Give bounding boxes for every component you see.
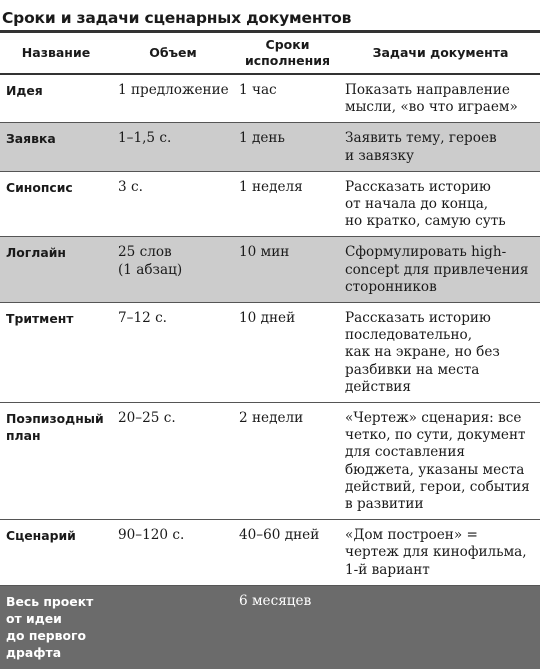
cell-name xyxy=(0,520,112,586)
table-row xyxy=(0,303,540,403)
cell-tasks xyxy=(341,585,540,669)
table-row xyxy=(0,403,540,520)
cell-name-line: Тритмент xyxy=(6,311,74,327)
cell-tasks-line: последовательно, xyxy=(345,327,473,344)
cell-tasks xyxy=(341,520,540,586)
documents-table xyxy=(0,33,540,669)
cell-tasks-line: для составления xyxy=(345,444,465,461)
cell-tasks-line: и завязку xyxy=(345,147,415,164)
cell-deadline-line: 10 мин xyxy=(239,244,290,261)
cell-volume-line: 1 предложение xyxy=(118,82,229,98)
cell-volume xyxy=(112,520,234,586)
header-deadline-line-1: Сроки xyxy=(265,37,310,52)
cell-tasks xyxy=(341,123,540,171)
table-row xyxy=(0,237,540,303)
cell-name xyxy=(0,303,112,403)
cell-deadline-line: 40–60 дней xyxy=(239,527,320,544)
cell-tasks-line: Заявить тему, героев xyxy=(345,130,497,147)
cell-deadline-line: 1 час xyxy=(239,82,277,98)
cell-deadline xyxy=(234,585,341,669)
cell-tasks-line: как на экране, но без xyxy=(345,344,500,361)
cell-tasks-line: но кратко, самую суть xyxy=(345,213,506,230)
table-row xyxy=(0,520,540,586)
cell-tasks-line: действий, герои, события xyxy=(345,478,530,495)
cell-name-line: Синопсис xyxy=(6,179,73,195)
table-row xyxy=(0,123,540,171)
cell-volume-line: 7–12 с. xyxy=(118,310,167,327)
table-row xyxy=(0,585,540,669)
header-deadline-line-2: исполнения xyxy=(244,53,331,68)
cell-deadline xyxy=(234,303,341,403)
cell-tasks-line: чертеж для кинофильма, xyxy=(345,544,527,561)
cell-deadline xyxy=(234,171,341,237)
header-name: Название xyxy=(0,33,112,74)
cell-deadline-line: 1 день xyxy=(239,130,285,147)
cell-deadline-line: 2 недели xyxy=(239,410,304,427)
cell-name-line: Сценарий xyxy=(6,528,76,544)
cell-name-line: от идеи xyxy=(6,610,62,626)
cell-tasks-line: Рассказать историю xyxy=(345,310,491,327)
cell-volume xyxy=(112,585,234,669)
table-row xyxy=(0,171,540,237)
cell-deadline xyxy=(234,123,341,171)
header-deadline xyxy=(234,33,341,74)
cell-tasks-line: concept для привлечения xyxy=(345,261,529,278)
cell-deadline xyxy=(234,74,341,123)
cell-name-line: Идея xyxy=(6,83,43,98)
cell-tasks-line: «Дом построен» = xyxy=(345,527,478,544)
header-tasks: Задачи документа xyxy=(341,33,540,74)
cell-tasks xyxy=(341,303,540,403)
cell-tasks-line: Показать направление xyxy=(345,82,510,98)
cell-tasks xyxy=(341,74,540,123)
cell-volume xyxy=(112,171,234,237)
cell-name xyxy=(0,585,112,669)
cell-volume-line: 3 с. xyxy=(118,178,143,195)
cell-name-line: Заявка xyxy=(6,131,56,147)
cell-deadline xyxy=(234,237,341,303)
cell-deadline xyxy=(234,520,341,586)
cell-name xyxy=(0,123,112,171)
header-volume: Объем xyxy=(112,33,234,74)
cell-tasks-line: Рассказать историю xyxy=(345,178,491,195)
cell-tasks-line: Сформулировать high- xyxy=(345,244,507,261)
cell-tasks xyxy=(341,403,540,520)
cell-volume xyxy=(112,303,234,403)
cell-name-line: Логлайн xyxy=(6,245,66,261)
cell-name-line: Весь проект xyxy=(6,593,94,609)
cell-name-line: до первого xyxy=(6,627,87,643)
table-body xyxy=(0,74,540,669)
cell-deadline-line: 1 неделя xyxy=(239,178,303,195)
cell-name-line: план xyxy=(6,428,41,444)
cell-deadline-line: 6 месяцев xyxy=(239,592,312,609)
cell-volume-line: (1 абзац) xyxy=(118,261,183,278)
page-title: Сроки и задачи сценарных документов xyxy=(2,9,352,27)
cell-volume xyxy=(112,74,234,123)
cell-volume xyxy=(112,403,234,520)
cell-volume-line: 25 слов xyxy=(118,244,172,261)
cell-name xyxy=(0,237,112,303)
cell-name xyxy=(0,74,112,123)
cell-tasks-line: 1-й вариант xyxy=(345,561,430,578)
cell-tasks-line: действия xyxy=(345,378,411,395)
cell-tasks-line: «Чертеж» сценария: все xyxy=(345,410,522,427)
cell-name xyxy=(0,171,112,237)
cell-deadline-line: 10 дней xyxy=(239,310,296,327)
cell-tasks xyxy=(341,237,540,303)
cell-tasks-line: сторонников xyxy=(345,278,437,295)
cell-name xyxy=(0,403,112,520)
cell-name-line: драфта xyxy=(6,644,62,660)
cell-tasks-line: бюджета, указаны места xyxy=(345,461,525,478)
cell-tasks-line: в развитии xyxy=(345,496,424,513)
cell-deadline xyxy=(234,403,341,520)
cell-volume xyxy=(112,237,234,303)
cell-volume-line: 1–1,5 с. xyxy=(118,130,172,147)
cell-volume xyxy=(112,123,234,171)
cell-tasks-line: мысли, «во что играем» xyxy=(345,99,518,116)
cell-name-line: Поэпизодный xyxy=(6,411,104,427)
table-header-row xyxy=(0,33,540,74)
cell-tasks-line: от начала до конца, xyxy=(345,196,489,213)
cell-tasks-line: четко, по сути, документ xyxy=(345,427,526,444)
cell-tasks xyxy=(341,171,540,237)
cell-volume-line: 20–25 с. xyxy=(118,410,176,427)
cell-volume-line: 90–120 с. xyxy=(118,527,185,544)
cell-tasks-line: разбивки на места xyxy=(345,361,480,378)
table-row xyxy=(0,74,540,123)
